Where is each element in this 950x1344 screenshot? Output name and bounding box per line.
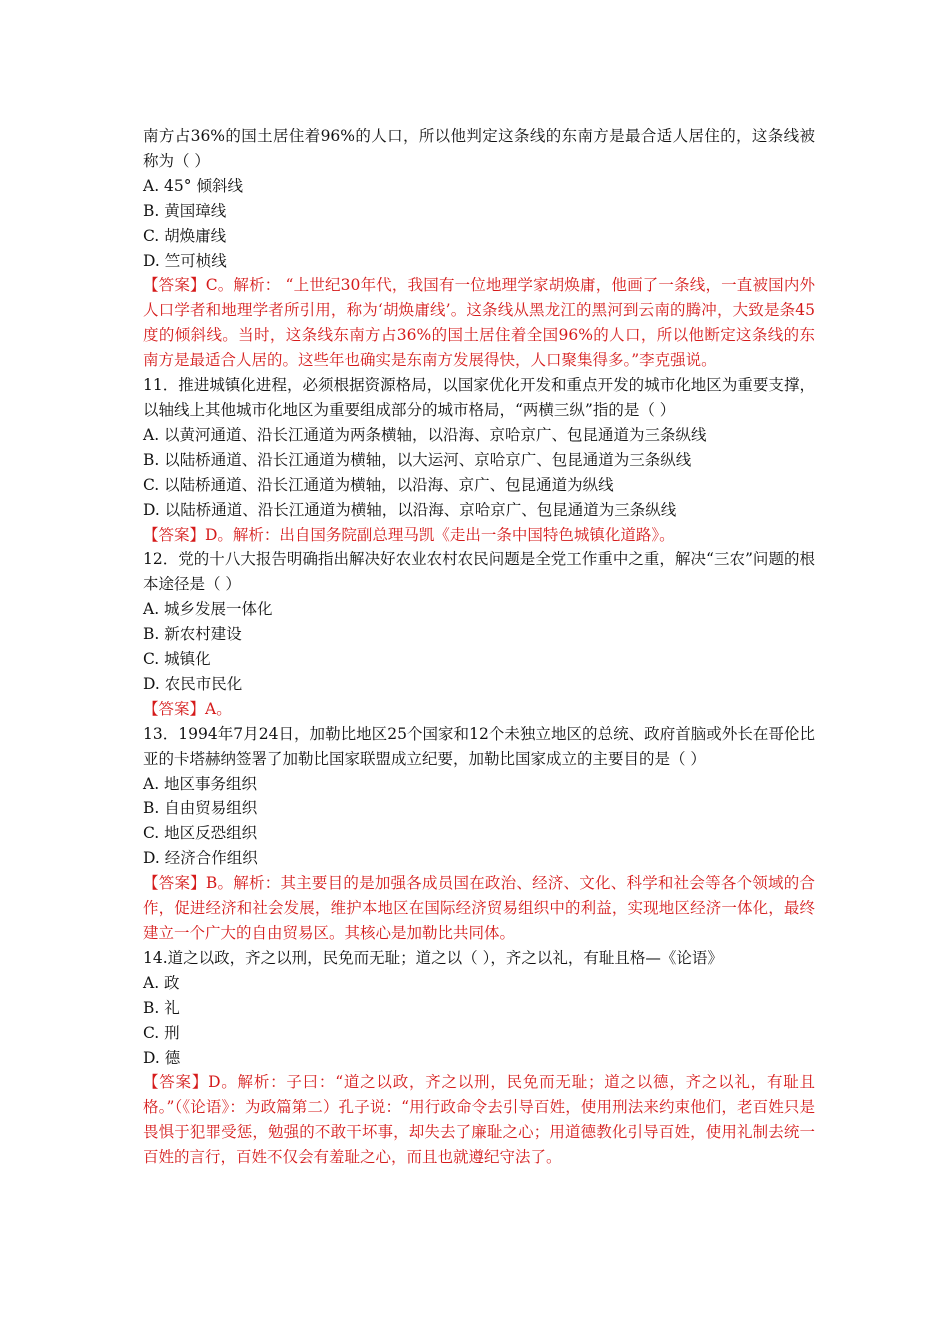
option-a: A. 地区事务组织 [143,774,258,793]
option-b: B. 自由贸易组织 [143,799,258,818]
question-14 [143,946,815,1170]
document-page [143,124,815,1170]
question-stem: 14.道之以政，齐之以刑，民免而无耻；道之以（ ），齐之以礼，有耻且格—《论语》 [143,948,723,967]
option-a: A. 城乡发展一体化 [143,600,273,619]
answer-explanation: 【答案】B。解析：其主要目的是加强各成员国在政治、经济、文化、科学和社会等各个领域的合作，促进经济和社会发展，维护本地区在国际经济贸易组织中的利益，实现地区经济一体化，最终建立一个广大的自由贸易区。其核心是加勒比共同体。 [143,874,815,942]
option-b: B. 黄国璋线 [143,201,227,220]
option-c: C. 以陆桥通道、沿长江通道为横轴，以沿海、京广、包昆通道为纵线 [143,475,614,494]
answer-explanation: 【答案】A。 [143,699,232,718]
question-stem: 13．1994年7月24日，加勒比地区25个国家和12个未独立地区的总统、政府首脑或外长在哥伦比亚的卡塔赫纳签署了加勒比国家联盟成立纪要，加勒比国家成立的主要目的是（ ） [143,724,815,768]
question-stem: 11．推进城镇化进程，必须根据资源格局，以国家优化开发和重点开发的城市化地区为重要支撑，以轴线上其他城市化地区为重要组成部分的城市格局，“两横三纵”指的是（ ） [143,376,815,419]
answer-explanation: 【答案】D。解析：子曰：“道之以政，齐之以刑，民免而无耻；道之以德，齐之以礼，有耻且格。”（《论语》：为政篇第二）孔子说：“用行政命令去引导百姓，使用刑法来约束他们，老百姓只是畏惧于犯罪受惩，勉强的不敢干坏事，却失去了廉耻之心；用道德教化引导百姓，使用礼制去统一百姓的言行，百姓不仅会有羞耻之心，而且也就遵纪守法了。 [143,1073,815,1167]
option-b: B. 以陆桥通道、沿长江通道为横轴，以大运河、京哈京广、包昆通道为三条纵线 [143,450,692,469]
option-d: D. 竺可桢线 [143,251,227,270]
question-stem: 12．党的十八大报告明确指出解决好农业农村农民问题是全党工作重中之重，解决“三农”问题的根本途径是（ ） [143,550,815,594]
question-stem: 南方占36%的国土居住着96%的人口，所以他判定这条线的东南方是最合适人居住的，这条线被称为（ ） [143,127,815,170]
option-b: B. 新农村建设 [143,625,242,644]
answer-explanation: 【答案】D。解析：出自国务院副总理马凯《走出一条中国特色城镇化道路》。 [143,525,675,544]
question-10 [143,124,815,373]
option-b: B. 礼 [143,998,180,1017]
option-c: C. 胡焕庸线 [143,226,227,245]
option-d: D. 德 [143,1048,181,1067]
answer-explanation: 【答案】C。解析： “上世纪30年代，我国有一位地理学家胡焕庸，他画了一条线，一直被国内外人口学者和地理学者所引用，称为‘胡焕庸线’。这条线从黑龙江的黑河到云南的腾冲，大致是条45度的倾斜线。当时，这条线东南方占36%的国土居住着全国96%的人口，所以他断定这条线的东南方是最适合人居的。这些年也确实是东南方发展得快，人口聚集得多。”李克强说。 [143,276,815,370]
option-c: C. 城镇化 [143,650,211,669]
question-13 [143,722,815,946]
option-a: A. 45° 倾斜线 [143,176,243,195]
option-d: D. 农民市民化 [143,674,243,693]
option-d: D. 以陆桥通道、沿长江通道为横轴，以沿海、京哈京广、包昆通道为三条纵线 [143,500,677,519]
option-d: D. 经济合作组织 [143,849,258,868]
option-a: A. 政 [143,973,180,992]
option-c: C. 刑 [143,1023,180,1042]
question-11 [143,373,815,547]
option-a: A. 以黄河通道、沿长江通道为两条横轴，以沿海、京哈京广、包昆通道为三条纵线 [143,425,707,444]
option-c: C. 地区反恐组织 [143,824,258,843]
question-12 [143,547,815,721]
